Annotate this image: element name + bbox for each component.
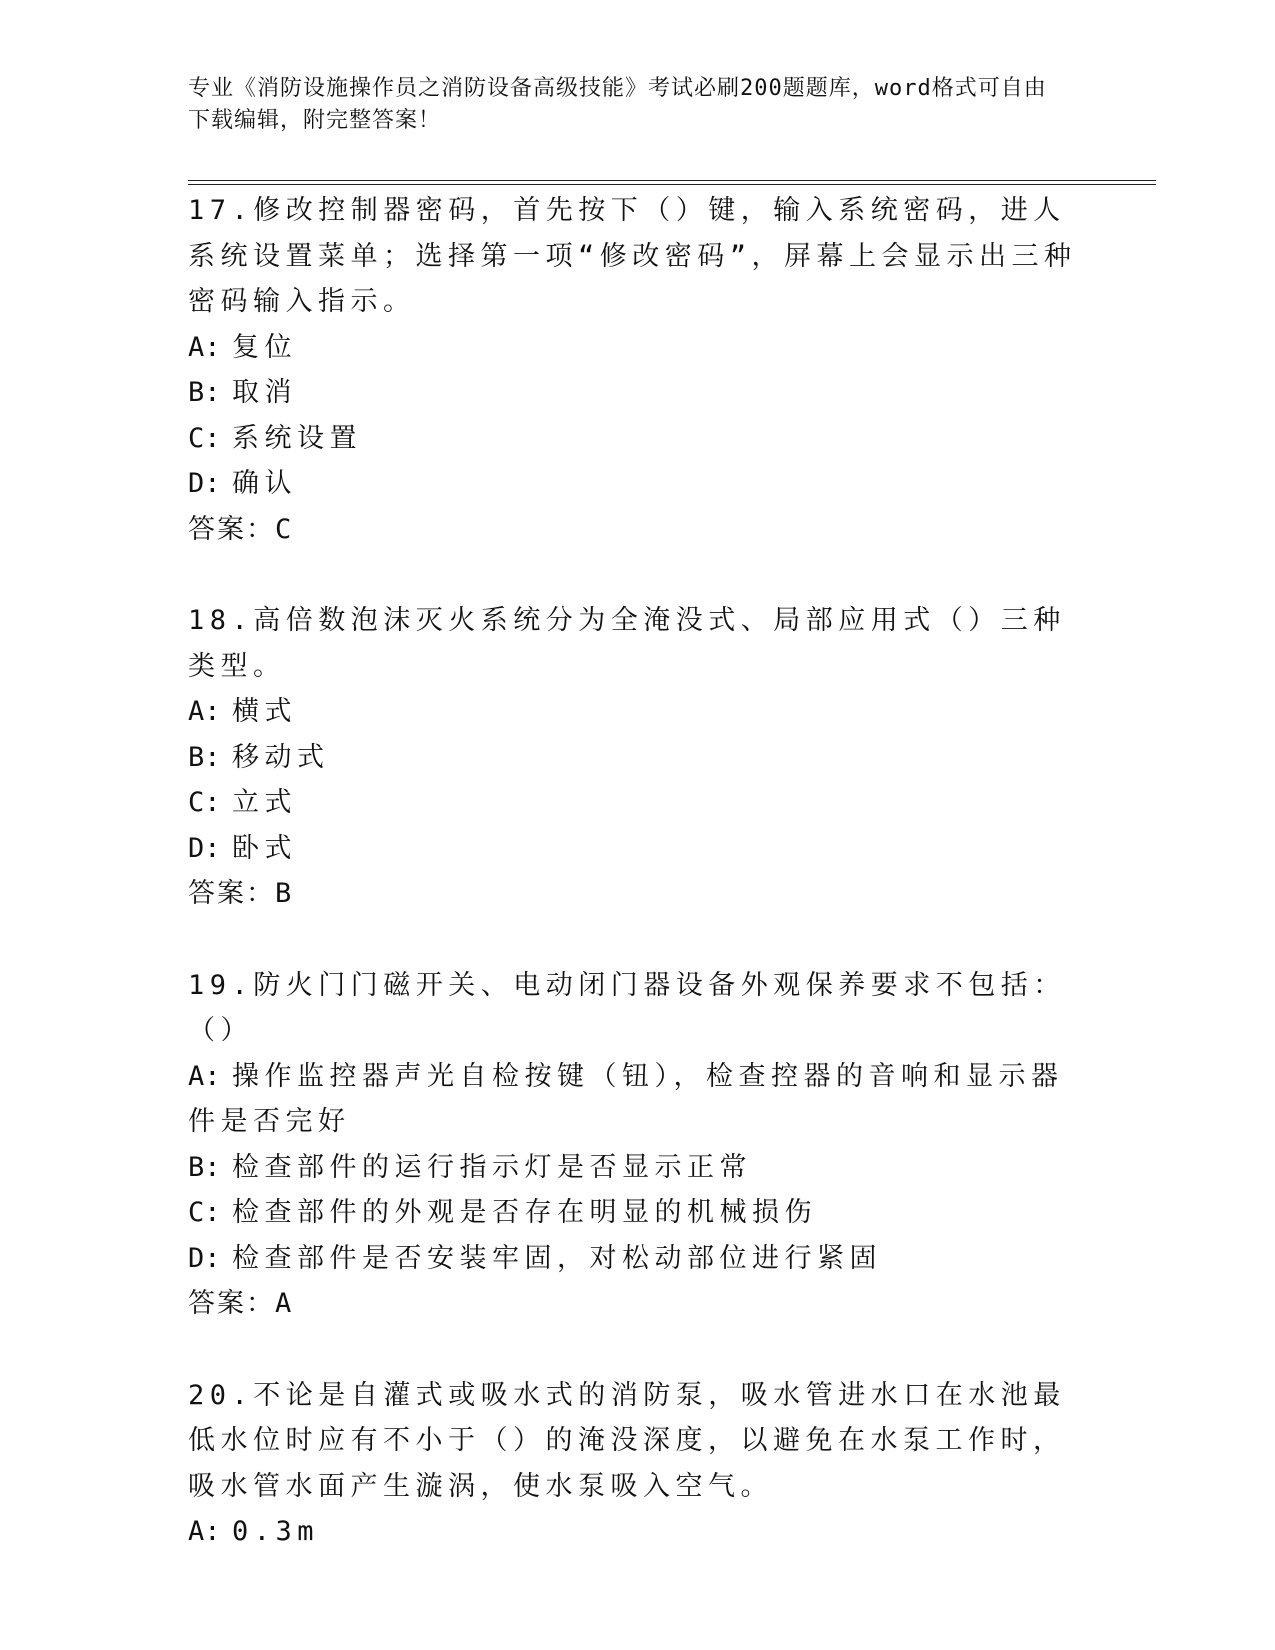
option-letter: D:: [188, 1242, 221, 1274]
option-d: [188, 461, 1088, 507]
option-text: 横式: [232, 696, 297, 727]
option-text: 取消: [232, 377, 297, 408]
option-letter: C:: [188, 787, 221, 818]
option-letter: C:: [188, 422, 221, 454]
option-text: 确认: [232, 468, 297, 499]
option-letter: B:: [188, 377, 221, 408]
option-a: [188, 1509, 1088, 1555]
option-b: [188, 735, 1088, 781]
option-a: [188, 689, 1088, 735]
option-letter: C:: [188, 1197, 221, 1228]
option-text: 移动式: [232, 741, 330, 773]
question-19: [188, 963, 1088, 1327]
option-c: [188, 780, 1088, 826]
option-text: 复位: [232, 331, 297, 363]
option-text: 检查部件的外观是否存在明显的机械损伤: [232, 1197, 817, 1228]
option-letter: D:: [188, 468, 221, 499]
option-text: 操作监控器声光自检按键（钮），检查控器的音响和显示器件是否完好: [188, 1060, 1064, 1137]
option-c: [188, 416, 1088, 462]
answer-label: 答案：: [188, 878, 275, 909]
option-letter: B:: [188, 741, 221, 773]
option-text: 检查部件的运行指示灯是否显示正常: [232, 1151, 752, 1183]
option-text: 立式: [232, 787, 297, 818]
option-a: [188, 325, 1088, 371]
answer-line: [188, 871, 1088, 917]
option-letter: A:: [188, 696, 221, 727]
question-18: [188, 598, 1088, 917]
question-list: [188, 188, 1088, 1601]
header-divider-bottom: [188, 184, 1156, 185]
option-b: [188, 1145, 1088, 1191]
header-divider-top: [188, 180, 1156, 181]
option-letter: A:: [188, 331, 221, 363]
question-17: [188, 188, 1088, 552]
question-text: 18.高倍数泡沫灭火系统分为全淹没式、局部应用式（）三种类型。: [188, 605, 1066, 682]
answer-label: 答案：: [188, 1288, 275, 1319]
answer-value: B: [275, 878, 294, 909]
option-text: 系统设置: [232, 422, 362, 454]
answer-value: A: [275, 1288, 294, 1319]
answer-line: [188, 1281, 1088, 1327]
document-header: 专业《消防设施操作员之消防设备高级技能》考试必刷200题题库，word格式可自由下载编辑，附完整答案！: [188, 76, 1047, 133]
option-text: 检查部件是否安装牢固，对松动部位进行紧固: [232, 1242, 882, 1274]
option-letter: A:: [188, 1516, 221, 1547]
option-d: [188, 826, 1088, 872]
option-letter: A:: [188, 1060, 221, 1092]
option-letter: D:: [188, 832, 221, 864]
option-text: 卧式: [232, 832, 297, 864]
question-text: 17.修改控制器密码，首先按下（）键，输入系统密码，进人系统设置菜单；选择第一项“修改密码”，屏幕上会显示出三种密码输入指示。: [188, 195, 1077, 317]
answer-label: 答案：: [188, 513, 275, 545]
question-20: [188, 1373, 1088, 1555]
option-b: [188, 370, 1088, 416]
option-d: [188, 1236, 1088, 1282]
question-text: 20.不论是自灌式或吸水式的消防泵，吸水管进水口在水池最低水位时应有不小于（）的淹没深度，以避免在水泵工作时，吸水管水面产生漩涡，使水泵吸入空气。: [188, 1379, 1066, 1502]
answer-value: C: [275, 513, 294, 545]
option-letter: B:: [188, 1151, 221, 1183]
answer-line: [188, 507, 1088, 553]
option-a: [188, 1054, 1088, 1145]
question-text: 19.防火门门磁开关、电动闭门器设备外观保养要求不包括：（）: [188, 969, 1066, 1046]
option-text: 0.3m: [232, 1516, 320, 1547]
option-c: [188, 1190, 1088, 1236]
